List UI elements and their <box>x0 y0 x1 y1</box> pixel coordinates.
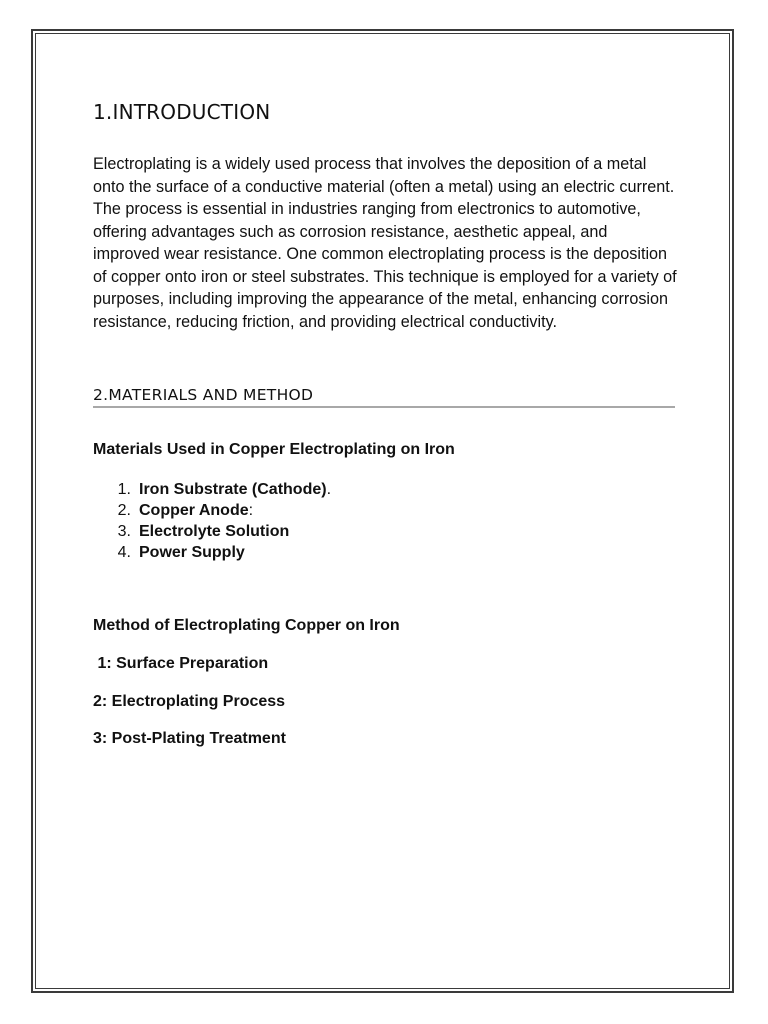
materials-list <box>93 479 331 563</box>
introduction-heading: 1.INTRODUCTION <box>93 100 271 124</box>
list-item-number: 4. <box>117 544 131 561</box>
list-item-label: Electrolyte Solution <box>139 523 290 540</box>
step-post-plating-treatment: 3: Post-Plating Treatment <box>93 730 286 747</box>
materials-subheading: Materials Used in Copper Electroplating on Iron <box>93 441 455 458</box>
list-item-label: Copper Anode <box>139 502 249 519</box>
list-item <box>93 521 331 542</box>
list-item <box>93 542 331 563</box>
introduction-paragraph: Electroplating is a widely used process that involves the deposition of a metal onto the surface of a conductive material (often a metal) using an electric current. The process is essential in industries ranging from electronics to automotive, offering advantages such as corrosion resistance, aesthetic appeal, and improved wear resistance. One common electroplating process is the deposition of copper onto iron or steel substrates. This technique is employed for a variety of purposes, including improving the appearance of the metal, enhancing corrosion resistance, reducing friction, and providing electrical conductivity. <box>93 155 677 331</box>
list-item-suffix: : <box>248 502 254 519</box>
method-subheading: Method of Electroplating Copper on Iron <box>93 617 400 634</box>
list-item-label: Power Supply <box>139 544 245 561</box>
list-item-number: 3. <box>117 523 131 540</box>
list-item-number: 2. <box>117 502 131 519</box>
list-item <box>93 479 331 500</box>
list-item-suffix: . <box>326 481 332 498</box>
list-item-label: Iron Substrate (Cathode) <box>139 481 327 498</box>
list-item <box>93 500 331 521</box>
step-surface-preparation: 1: Surface Preparation <box>93 655 269 672</box>
list-item-number: 1. <box>117 481 131 498</box>
step-electroplating-process: 2: Electroplating Process <box>93 693 286 710</box>
materials-method-heading: 2.MATERIALS AND METHOD <box>93 386 675 408</box>
